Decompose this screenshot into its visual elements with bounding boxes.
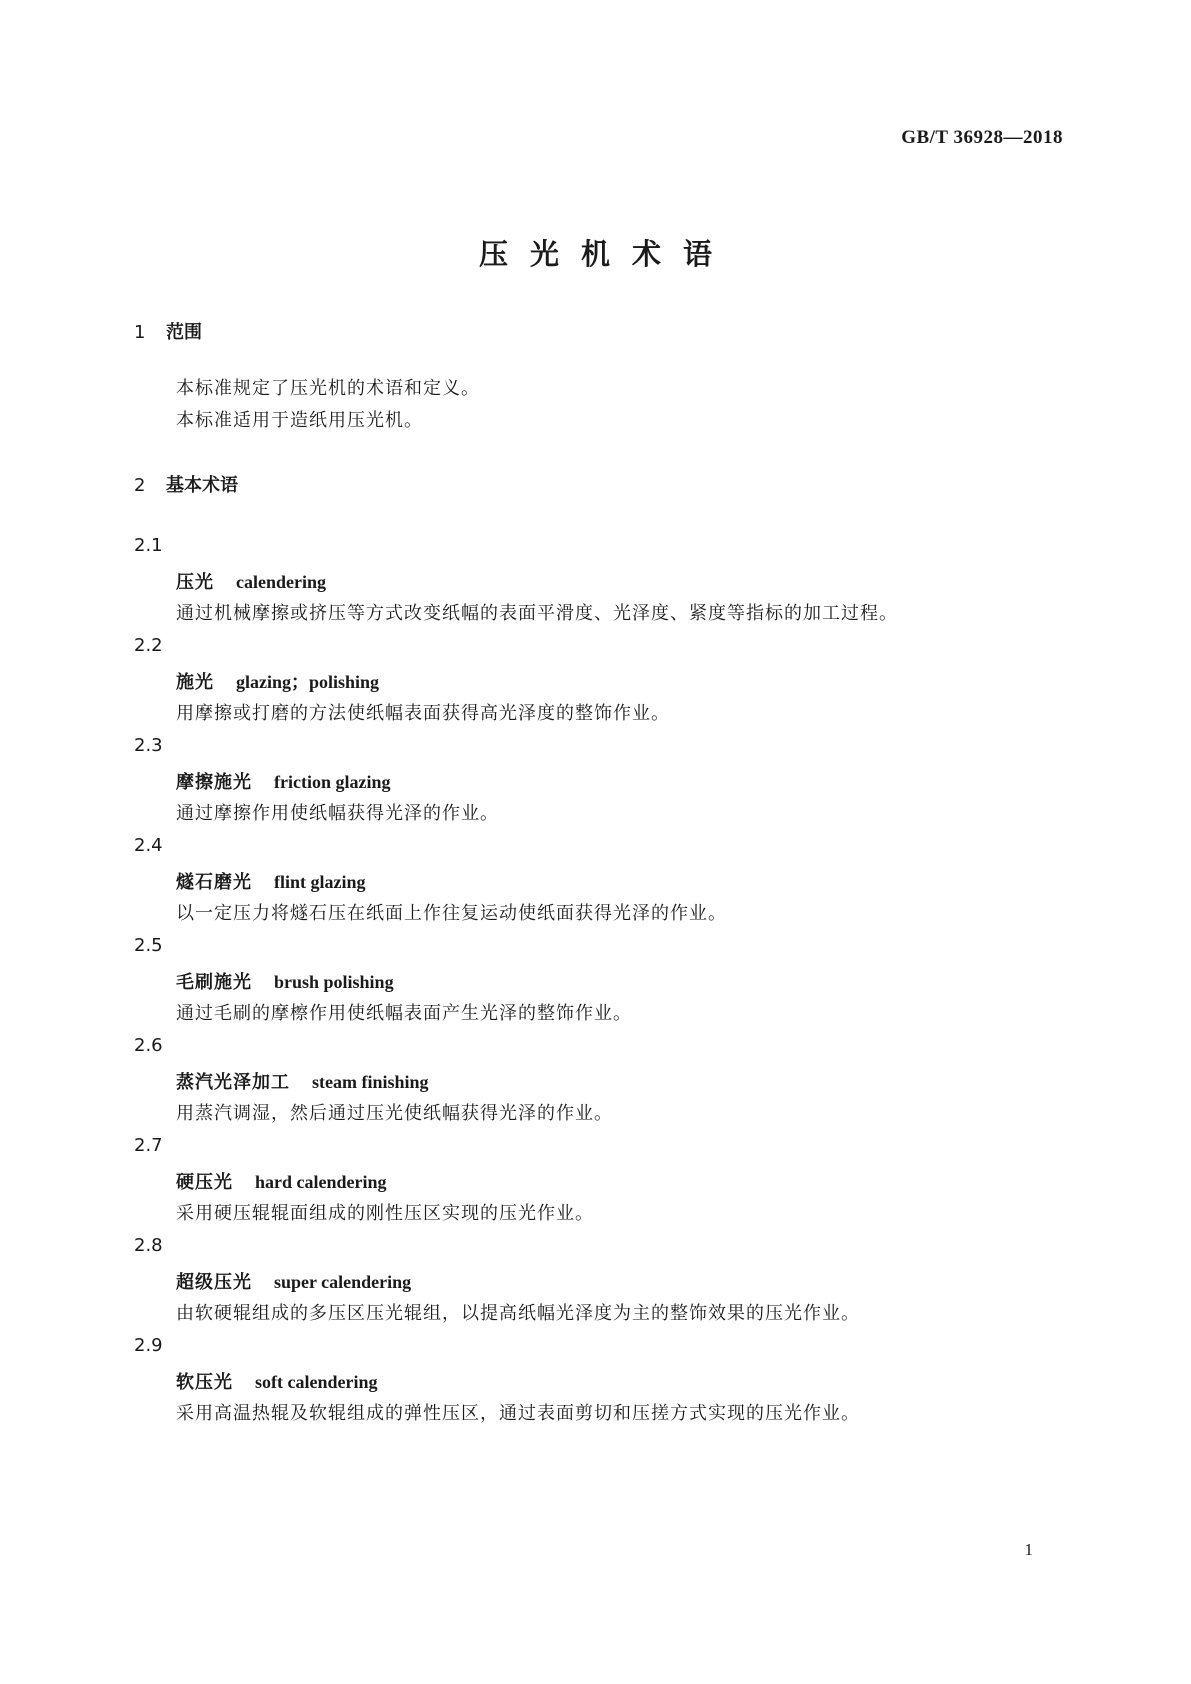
term-number: 2.6 bbox=[134, 1035, 163, 1056]
term-definition: 通过机械摩擦或挤压等方式改变纸幅的表面平滑度、光泽度、紧度等指标的加工过程。 bbox=[176, 603, 898, 624]
term-number: 2.4 bbox=[134, 835, 163, 856]
term-english: steam finishing bbox=[312, 1072, 429, 1092]
term-english: glazing；polishing bbox=[236, 672, 380, 692]
term-definition: 以一定压力将燧石压在纸面上作往复运动使纸面获得光泽的作业。 bbox=[176, 903, 727, 924]
term-number: 2.8 bbox=[134, 1235, 163, 1256]
term-heading bbox=[176, 1168, 387, 1194]
term-english: flint glazing bbox=[274, 872, 366, 892]
term-chinese: 超级压光 bbox=[176, 1272, 252, 1293]
term-english: calendering bbox=[236, 572, 326, 592]
term-definition: 用蒸汽调湿，然后通过压光使纸幅获得光泽的作业。 bbox=[176, 1103, 613, 1124]
section-heading-scope bbox=[134, 318, 202, 344]
term-chinese: 压光 bbox=[176, 572, 214, 593]
term-heading bbox=[176, 568, 326, 594]
term-chinese: 蒸汽光泽加工 bbox=[176, 1072, 290, 1093]
term-heading bbox=[176, 968, 394, 994]
scope-paragraph-2: 本标准适用于造纸用压光机。 bbox=[176, 410, 423, 431]
term-chinese: 硬压光 bbox=[176, 1172, 233, 1193]
term-english: hard calendering bbox=[255, 1172, 387, 1192]
scope-paragraph-1: 本标准规定了压光机的术语和定义。 bbox=[176, 378, 480, 399]
term-heading bbox=[176, 768, 390, 794]
page-number: 1 bbox=[1024, 1540, 1033, 1559]
section-title: 范围 bbox=[166, 322, 202, 343]
term-number: 2.1 bbox=[134, 535, 163, 556]
term-chinese: 毛刷施光 bbox=[176, 972, 252, 993]
term-heading bbox=[176, 668, 379, 694]
term-number: 2.2 bbox=[134, 635, 163, 656]
term-english: brush polishing bbox=[274, 972, 394, 992]
term-number: 2.5 bbox=[134, 935, 163, 956]
term-number: 2.9 bbox=[134, 1335, 163, 1356]
term-definition: 由软硬辊组成的多压区压光辊组，以提高纸幅光泽度为主的整饰效果的压光作业。 bbox=[176, 1303, 860, 1324]
term-definition: 采用硬压辊辊面组成的刚性压区实现的压光作业。 bbox=[176, 1203, 594, 1224]
document-title: 压光机术语 bbox=[478, 237, 734, 271]
term-heading bbox=[176, 1268, 411, 1294]
term-number: 2.3 bbox=[134, 735, 163, 756]
term-heading bbox=[176, 1068, 429, 1094]
term-chinese: 摩擦施光 bbox=[176, 772, 252, 793]
term-chinese: 软压光 bbox=[176, 1372, 233, 1393]
section-number: 1 bbox=[134, 322, 146, 343]
term-number: 2.7 bbox=[134, 1135, 163, 1156]
standard-code: GB/T 36928—2018 bbox=[901, 127, 1063, 148]
term-chinese: 施光 bbox=[176, 672, 214, 693]
term-heading bbox=[176, 868, 366, 894]
term-heading bbox=[176, 1368, 377, 1394]
term-english: super calendering bbox=[274, 1272, 412, 1292]
section-heading-basic-terms bbox=[134, 471, 238, 497]
section-number: 2 bbox=[134, 475, 146, 496]
term-definition: 通过毛刷的摩檫作用使纸幅表面产生光泽的整饰作业。 bbox=[176, 1003, 632, 1024]
term-english: friction glazing bbox=[274, 772, 391, 792]
term-definition: 采用高温热辊及软辊组成的弹性压区，通过表面剪切和压搓方式实现的压光作业。 bbox=[176, 1403, 860, 1424]
section-title: 基本术语 bbox=[166, 475, 238, 496]
term-definition: 用摩擦或打磨的方法使纸幅表面获得高光泽度的整饰作业。 bbox=[176, 703, 670, 724]
term-definition: 通过摩擦作用使纸幅获得光泽的作业。 bbox=[176, 803, 499, 824]
term-chinese: 燧石磨光 bbox=[176, 872, 252, 893]
term-english: soft calendering bbox=[255, 1372, 378, 1392]
